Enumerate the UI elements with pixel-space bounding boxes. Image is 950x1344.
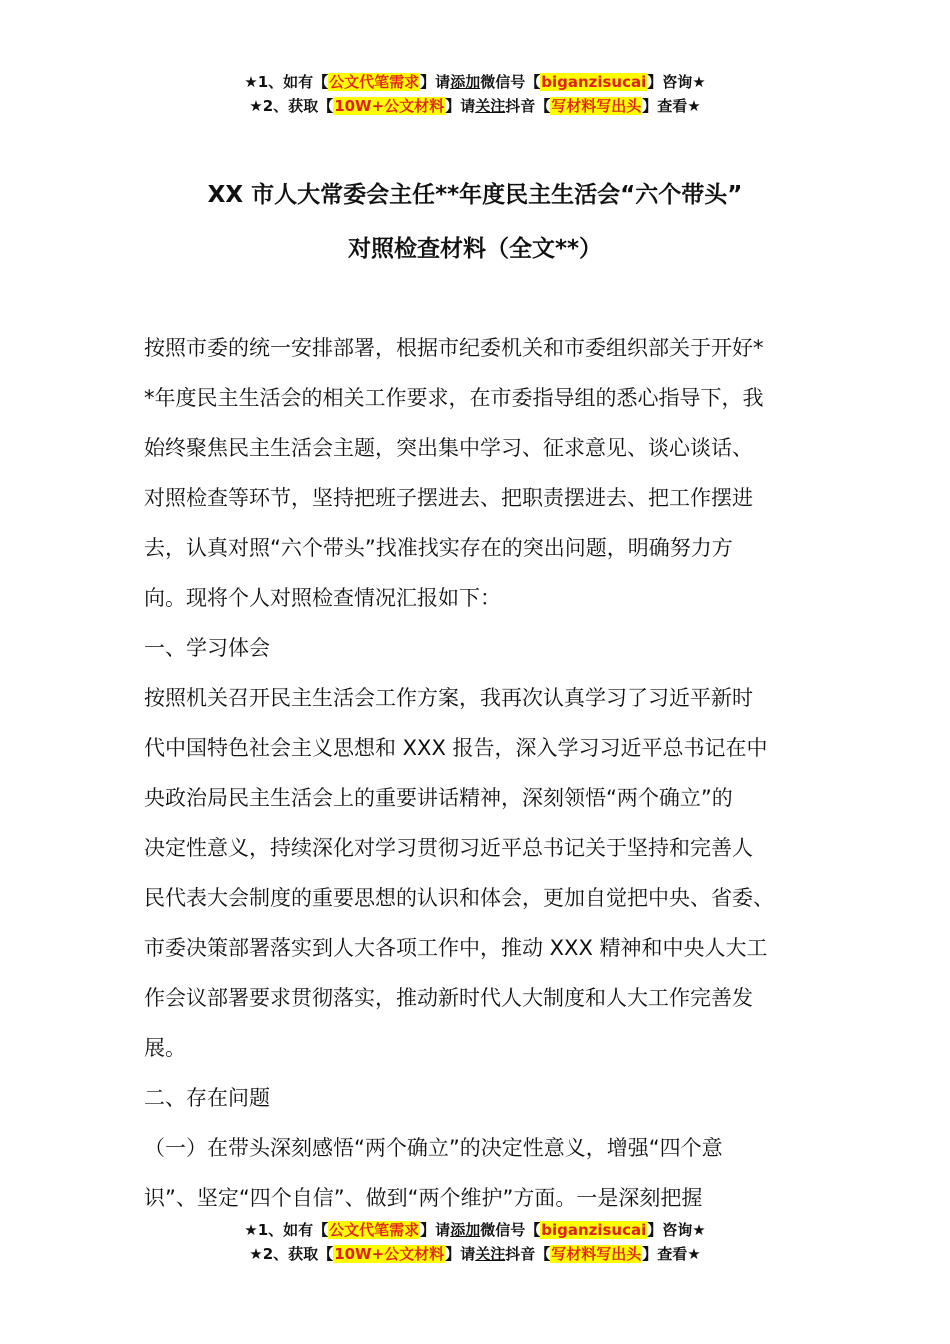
body-line: 央政治局民主生活会上的重要讲话精神，深刻领悟“两个确立”的 (144, 786, 733, 810)
promo-banner-bottom (0, 1218, 950, 1266)
body-line: 民代表大会制度的重要思想的认识和体会，更加自觉把中央、省委、 (144, 886, 774, 910)
section-heading: 一、学习体会 (144, 636, 270, 660)
highlight-service: 公文代笔需求 (329, 1221, 420, 1239)
body-line: 去，认真对照“六个带头”找准找实存在的突出问题，明确努力方 (144, 536, 733, 560)
body-line: 展。 (144, 1036, 186, 1060)
body-line: 按照市委的统一安排部署，根据市纪委机关和市委组织部关于开好* (144, 336, 764, 360)
promo-line-2: ★2、获取【10W+公文材料】请关注抖音【写材料写出头】查看★ (249, 97, 701, 115)
body-line: （一）在带头深刻感悟“两个确立”的决定性意义，增强“四个意 (144, 1136, 723, 1160)
body-line: 按照机关召开民主生活会工作方案，我再次认真学习了习近平新时 (144, 686, 753, 710)
body-line: 向。现将个人对照检查情况汇报如下： (144, 586, 501, 610)
highlight-materials: 10W+公文材料 (334, 97, 445, 115)
body-line: *年度民主生活会的相关工作要求，在市委指导组的悉心指导下，我 (144, 386, 764, 410)
promo-line-1: ★1、如有【公文代笔需求】请添加微信号【biganzisucai】咨询★ (244, 73, 706, 91)
highlight-materials: 10W+公文材料 (334, 1245, 445, 1263)
body-line: 始终聚焦民主生活会主题，突出集中学习、征求意见、谈心谈话、 (144, 436, 753, 460)
body-line: 市委决策部署落实到人大各项工作中，推动 XXX 精神和中央人大工 (144, 936, 768, 960)
promo-line-1: ★1、如有【公文代笔需求】请添加微信号【biganzisucai】咨询★ (244, 1221, 706, 1239)
promo-banner-top (0, 70, 950, 118)
body-line: 作会议部署要求贯彻落实，推动新时代人大制度和人大工作完善发 (144, 986, 753, 1010)
promo-line-2: ★2、获取【10W+公文材料】请关注抖音【写材料写出头】查看★ (249, 1245, 701, 1263)
highlight-wechat-id: biganzisucai (541, 1221, 647, 1239)
section-heading: 二、存在问题 (144, 1086, 270, 1110)
document-body (144, 323, 834, 1223)
document-title-line-2: 对照检查材料（全文**） (347, 236, 603, 262)
body-line: 代中国特色社会主义思想和 XXX 报告，深入学习习近平总书记在中 (144, 736, 768, 760)
highlight-wechat-id: biganzisucai (541, 73, 647, 91)
body-line: 识”、坚定“四个自信”、做到“两个维护”方面。一是深刻把握 (144, 1186, 703, 1210)
document-title-line-1: XX 市人大常委会主任**年度民主生活会“六个带头” (207, 182, 743, 208)
highlight-service: 公文代笔需求 (329, 73, 420, 91)
highlight-douyin: 写材料写出头 (551, 1245, 642, 1263)
body-line: 对照检查等环节，坚持把班子摆进去、把职责摆进去、把工作摆进 (144, 486, 753, 510)
highlight-douyin: 写材料写出头 (551, 97, 642, 115)
body-line: 决定性意义，持续深化对学习贯彻习近平总书记关于坚持和完善人 (144, 836, 753, 860)
